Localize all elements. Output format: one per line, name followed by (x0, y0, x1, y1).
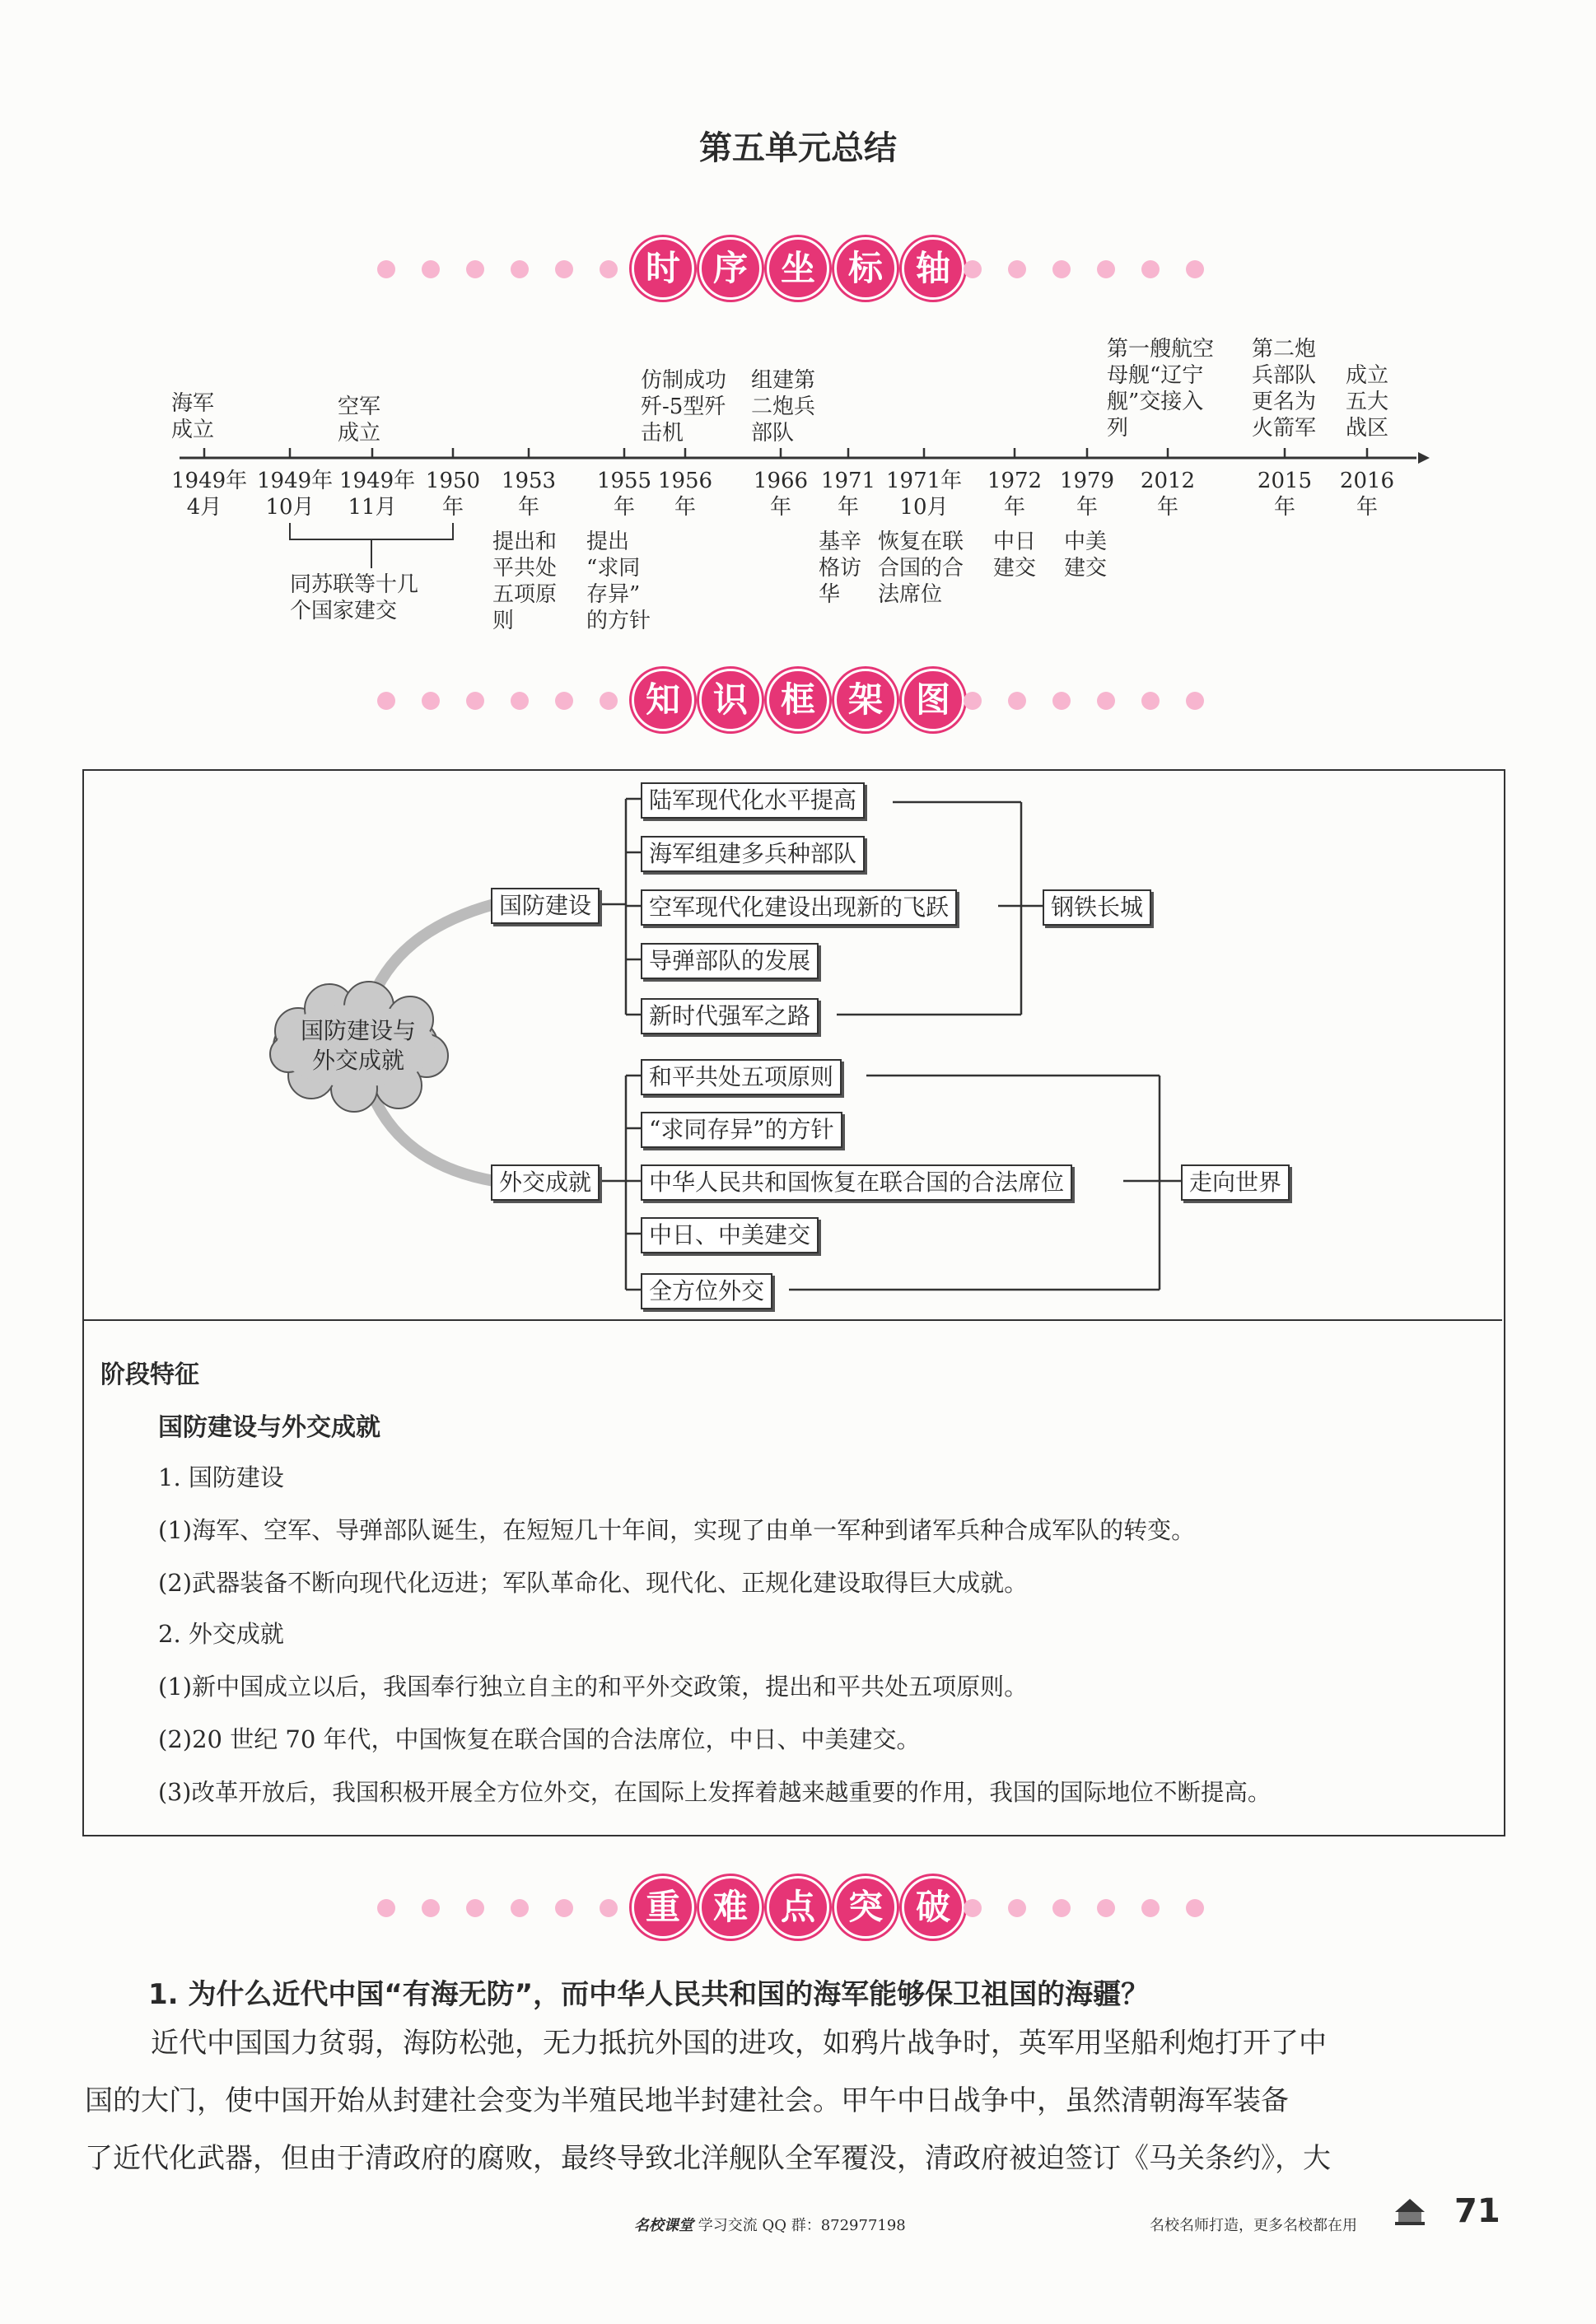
defense-item: 陆军现代化水平提高 (641, 782, 865, 819)
tick-label: 1971 年 (820, 469, 876, 520)
banner-char: 框 (767, 669, 829, 731)
answer-line: 国的大门，使中国开始从封建社会变为半殖民地半封建社会。甲午中日战争中，虽然清朝海军装备 (85, 2084, 1289, 2117)
branch-diplomacy: 外交成就 (491, 1164, 600, 1201)
tick-label: 1972 年 (987, 469, 1043, 520)
event-above: 第二炮 兵部队 更名为 火箭军 (1252, 337, 1317, 441)
branch-defense: 国防建设 (491, 888, 600, 924)
banner-char: 点 (767, 1876, 829, 1939)
banner-char: 破 (902, 1876, 964, 1939)
defense-item: 新时代强军之路 (641, 998, 819, 1034)
mindmap-center: 国防建设与 外交成就 (300, 1017, 416, 1074)
defense-item: 空军现代化建设出现新的飞跃 (641, 889, 957, 926)
event-above: 空军 成立 (338, 394, 381, 446)
footer-left (634, 2214, 906, 2235)
footer-right: 名校名师打造，更多名校都在用 (1150, 2217, 1357, 2234)
tick-label: 1979 年 (1059, 469, 1115, 520)
tick-label: 1956 年 (657, 469, 713, 520)
event-below: 中美 建交 (1064, 530, 1108, 581)
footer-brand: 名校课堂 (634, 2217, 693, 2234)
tick-label: 2015 年 (1257, 469, 1313, 520)
stage-line: (2)20 世纪 70 年代，中国恢复在联合国的合法席位，中日、中美建交。 (158, 1725, 921, 1753)
tick-label: 1950 年 (425, 469, 481, 520)
tick-label: 1955 年 (596, 469, 652, 520)
banner-char: 架 (834, 669, 897, 731)
banner-char: 时 (632, 237, 694, 300)
stage-line: (3)改革开放后，我国积极开展全方位外交，在国际上发挥着越来越重要的作用，我国的国际地位不断提高。 (158, 1779, 1272, 1806)
banner-char: 重 (632, 1876, 694, 1939)
banner-char: 标 (834, 237, 897, 300)
tick-label: 1949年 4月 (171, 469, 248, 520)
event-below: 同苏联等十几 个国家建交 (290, 572, 419, 623)
banner-char: 难 (699, 1876, 762, 1939)
banner-char: 图 (902, 669, 964, 731)
tick-label: 1971年 10月 (886, 469, 963, 520)
question-title: 1. 为什么近代中国“有海无防”，而中华人民共和国的海军能够保卫祖国的海疆？ (148, 1978, 1150, 2011)
stage-line: (2)武器装备不断向现代化迈进；军队革命化、现代化、正规化建设取得巨大成就。 (158, 1569, 1029, 1597)
event-above: 仿制成功 歼-5型歼 击机 (641, 368, 727, 446)
tick-label: 1949年 10月 (257, 469, 334, 520)
defense-item: 海军组建多兵种部队 (641, 836, 865, 872)
diplomacy-item: 中华人民共和国恢复在联合国的合法席位 (641, 1164, 1072, 1201)
answer-line: 近代中国国力贫弱，海防松弛，无力抵抗外国的进攻，如鸦片战争时，英军用坚船利炮打开了中 (151, 2027, 1327, 2060)
event-above: 第一艘航空 母舰“辽宁 舰”交接入 列 (1107, 337, 1215, 441)
banner-char: 坐 (767, 237, 829, 300)
question-answer (85, 2014, 1501, 2187)
banner-char: 知 (632, 669, 694, 731)
tick-label: 2016 年 (1339, 469, 1395, 520)
banner-char: 序 (699, 237, 762, 300)
event-below: 恢复在联 合国的合 法席位 (878, 530, 964, 607)
event-above: 成立 五大 战区 (1346, 363, 1389, 441)
event-below: 基辛 格访 华 (819, 530, 862, 607)
banner-char: 突 (834, 1876, 897, 1939)
stage-heading: 阶段特征 (100, 1360, 199, 1389)
event-above: 组建第 二炮兵 部队 (751, 368, 816, 446)
event-above: 海军 成立 (171, 391, 215, 442)
footer-qq: 学习交流 QQ 群：872977198 (698, 2217, 906, 2234)
defense-item: 导弹部队的发展 (641, 943, 819, 979)
banner-breakthrough (0, 1876, 1596, 1942)
banner-char: 轴 (902, 237, 964, 300)
stage-line: (1)海军、空军、导弹部队诞生，在短短几十年间，实现了由单一军种到诸军兵种合成军队的转变。 (158, 1516, 1196, 1544)
tick-label: 1966 年 (753, 469, 809, 520)
banner-char: 识 (699, 669, 762, 731)
answer-line: 了近代化武器，但由于清政府的腐败，最终导致北洋舰队全军覆没，清政府被迫签订《马关条约》，大 (85, 2142, 1331, 2175)
banner-breakthrough-chars (632, 1876, 964, 1939)
event-below: 提出 “求同 存异” 的方针 (586, 530, 651, 633)
stage-line: 2. 外交成就 (158, 1620, 284, 1648)
diplomacy-item: 中日、中美建交 (641, 1217, 819, 1253)
stage-line: 1. 国防建设 (158, 1463, 284, 1491)
stage-line: (1)新中国成立以后，我国奉行独立自主的和平外交政策，提出和平共处五项原则。 (158, 1673, 1029, 1701)
page-number: 71 (1454, 2192, 1500, 2230)
diplomacy-item: “求同存异”的方针 (641, 1112, 842, 1148)
stage-subheading: 国防建设与外交成就 (158, 1413, 380, 1442)
brand-logo-icon (1392, 2194, 1428, 2227)
diplomacy-item: 全方位外交 (641, 1273, 772, 1309)
tick-label: 2012 年 (1140, 469, 1196, 520)
defense-result: 钢铁长城 (1043, 889, 1151, 926)
tick-label: 1949年 11月 (339, 469, 416, 520)
tick-label: 1953 年 (501, 469, 557, 520)
diplomacy-result: 走向世界 (1181, 1164, 1290, 1201)
event-below: 提出和 平共处 五项原 则 (492, 530, 558, 633)
event-below: 中日 建交 (993, 530, 1037, 581)
diplomacy-item: 和平共处五项原则 (641, 1059, 842, 1095)
page-title: 第五单元总结 (699, 129, 897, 167)
